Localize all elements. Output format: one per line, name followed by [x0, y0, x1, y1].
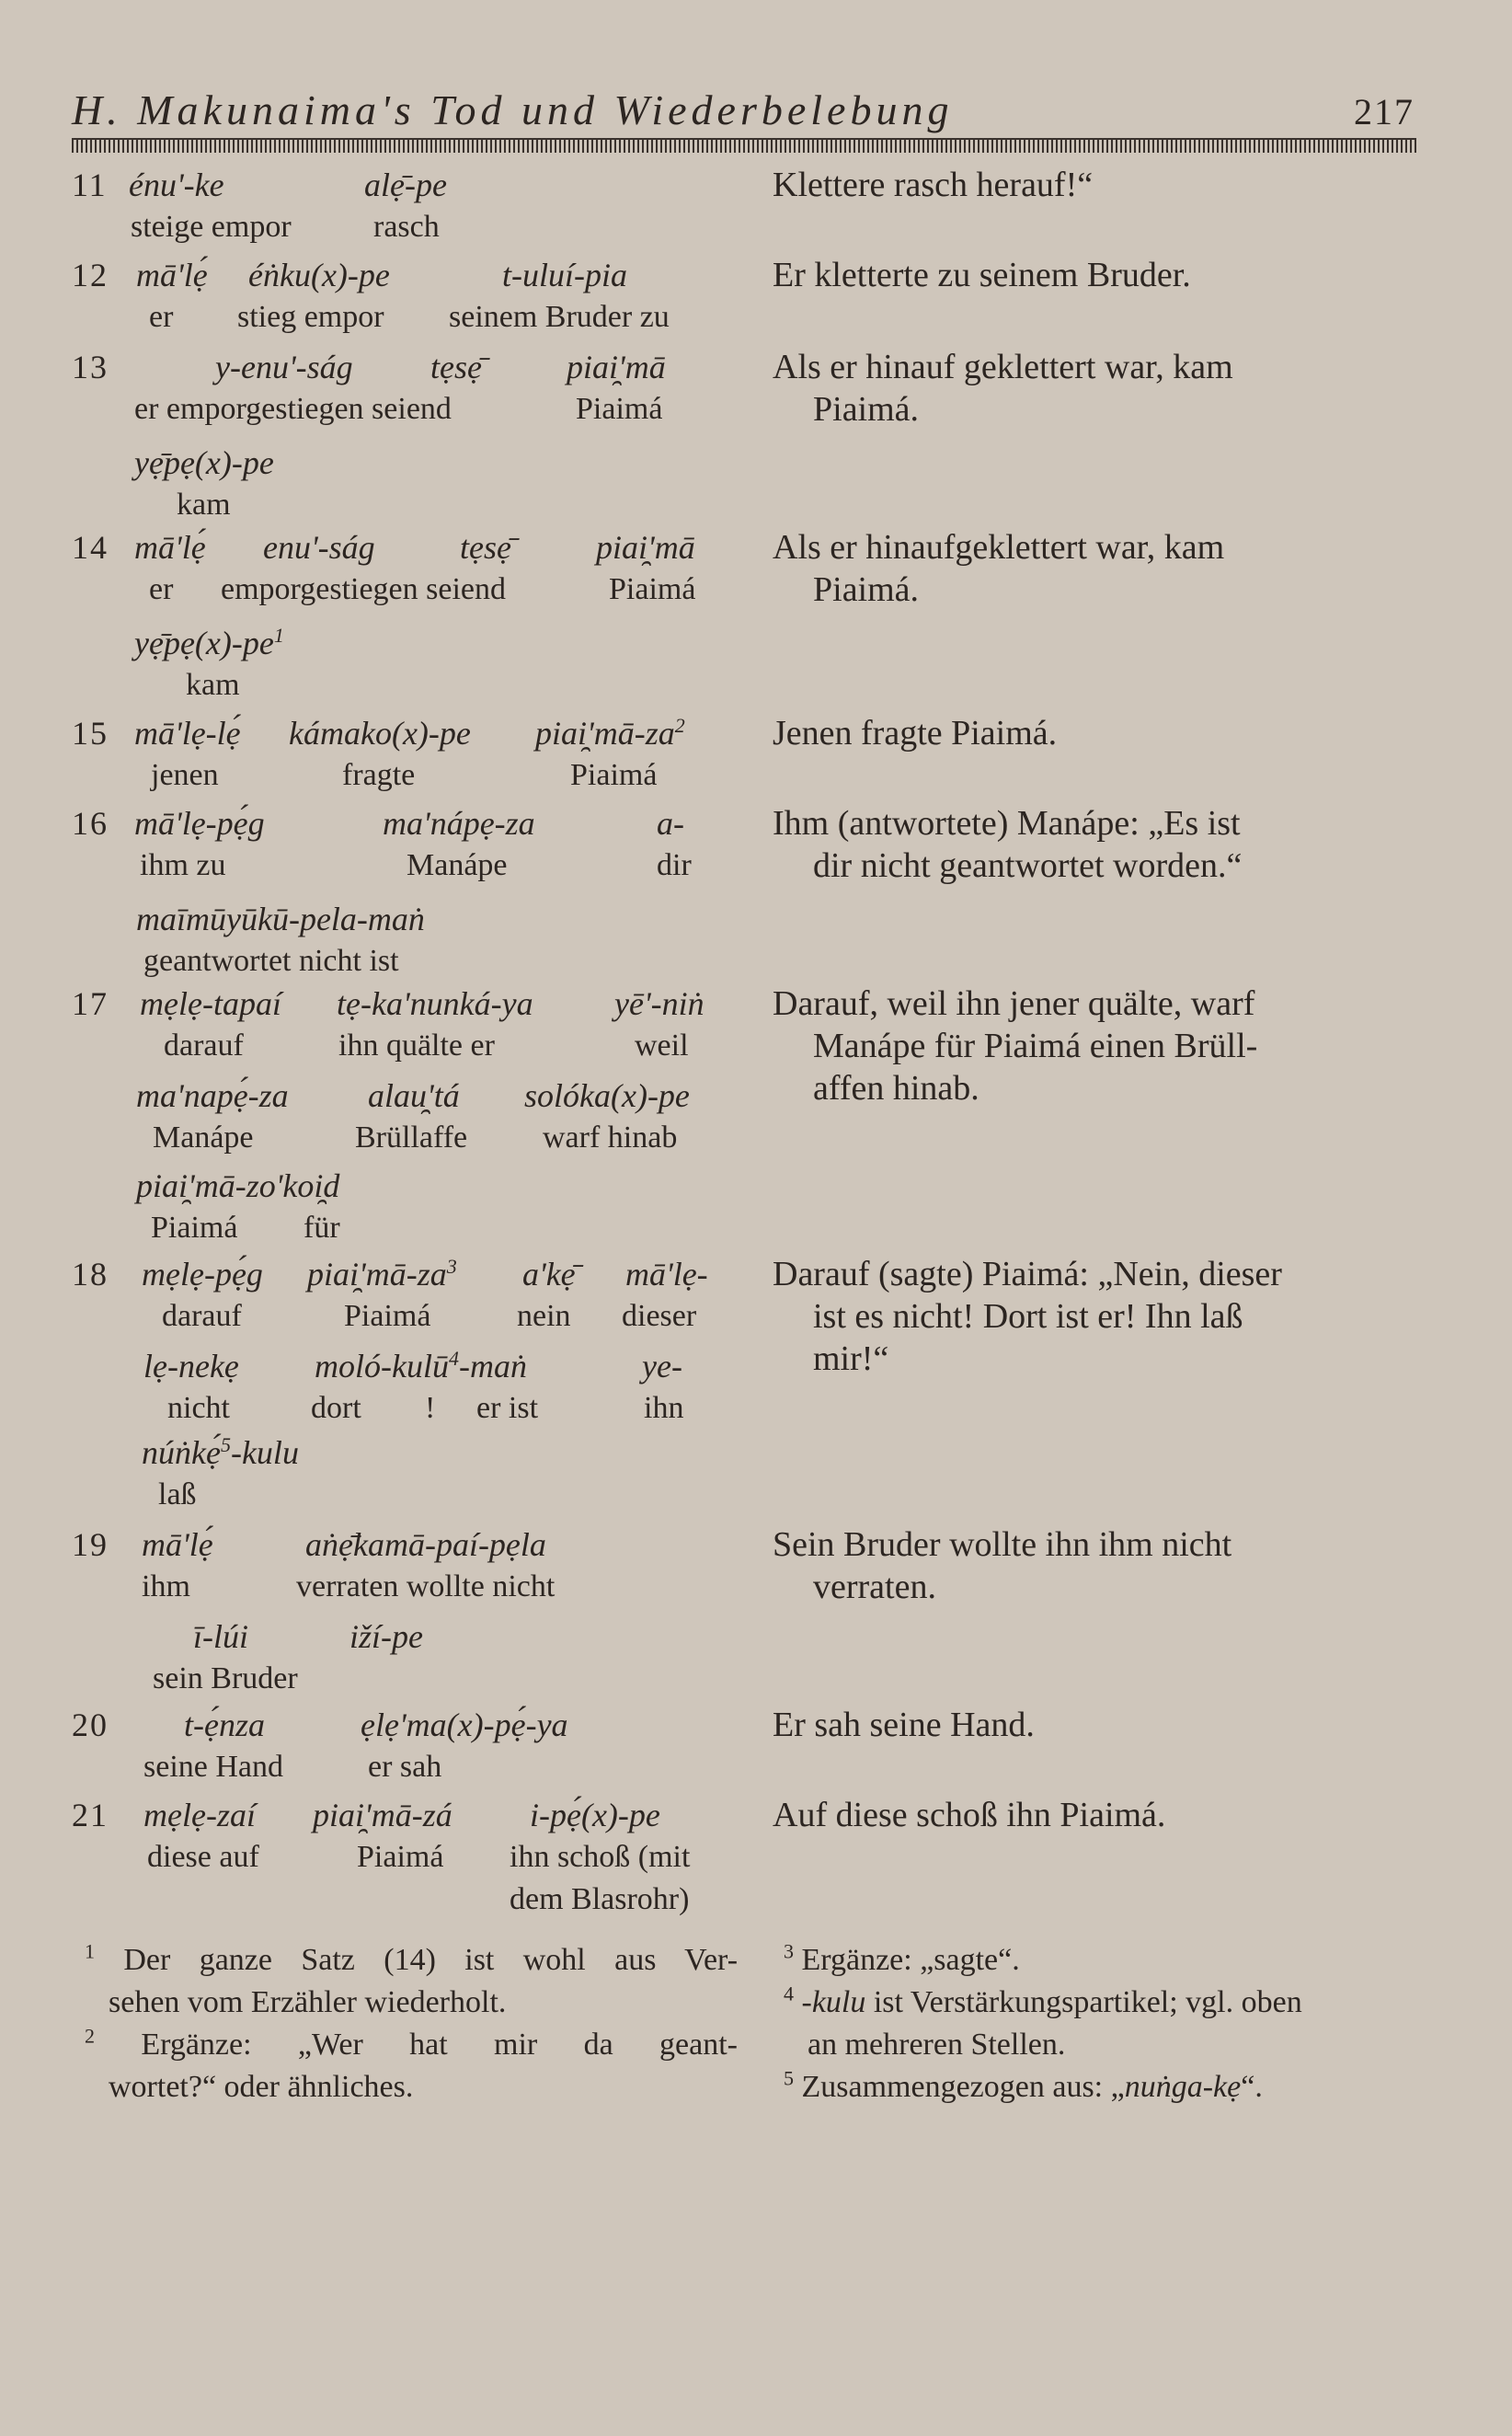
- gloss-word: dieser: [622, 1299, 697, 1333]
- translation: Er sah seine Hand.: [773, 1706, 1035, 1744]
- footnote-1: $^1$ Der ganze Satz (14) ist wohl aus Ver- sehen vom Erzähler wiederholt.: [85, 1939, 739, 2019]
- translation: Auf diese schoß ihn Piaimá.: [773, 1796, 1166, 1834]
- entry-number: 15: [72, 715, 109, 752]
- translation-line: Ihm (antwortete) Manápe: „Es ist: [773, 804, 1241, 843]
- source-word: alẹ̄-pe: [364, 167, 447, 203]
- gloss-word: sein Bruder: [153, 1661, 298, 1695]
- gloss-word: ihn schoß (mit: [510, 1840, 691, 1874]
- gloss-word: seinem Bruder zu: [449, 300, 670, 334]
- page-number: 217: [1354, 91, 1415, 132]
- source-word: a-: [657, 805, 684, 842]
- gloss-word: er sah: [368, 1750, 442, 1784]
- gloss-word: stieg empor: [237, 300, 384, 334]
- translation-line: Piaimá.: [813, 570, 920, 609]
- header-rule: [72, 138, 1416, 153]
- gloss-word: kam: [177, 488, 231, 522]
- source-word: tẹ-ka'nunká-ya: [337, 985, 533, 1022]
- gloss-word: Piaimá: [609, 572, 696, 606]
- gloss-word: Piaimá: [570, 758, 658, 792]
- gloss-word: !: [425, 1391, 436, 1425]
- gloss-word: Manápe: [407, 848, 508, 882]
- footnote-2: $^2$ Ergänze: „Wer hat mir da geant- wortet?“ oder ähnliches.: [85, 2024, 738, 2104]
- gloss-word: nicht: [167, 1391, 230, 1425]
- source-word: tẹsẹ̄: [460, 529, 511, 566]
- gloss-word: Piaimá: [344, 1299, 431, 1333]
- source-word: éṅku(x)-pe: [248, 257, 390, 293]
- entry-number: 12: [72, 257, 109, 293]
- source-word: t-ẹ́nza: [184, 1706, 265, 1743]
- gloss-word: er: [149, 300, 174, 334]
- gloss-word: steige empor: [131, 210, 292, 244]
- translation-line: Piaimá.: [813, 390, 920, 429]
- source-word: piai̯'mā: [596, 529, 695, 566]
- gloss-word: darauf: [162, 1299, 242, 1333]
- gloss-word: dort: [311, 1391, 361, 1425]
- source-word: $piai̯'mā-za^3$: [307, 1255, 457, 1293]
- translation: Er kletterte zu seinem Bruder.: [773, 256, 1191, 294]
- translation-line: Als er hinauf geklettert war, kam: [773, 348, 1233, 386]
- source-word: piai̯'mā: [567, 349, 666, 385]
- translation-line: Sein Bruder wollte ihn ihm nicht: [773, 1525, 1232, 1564]
- gloss-word: Manápe: [153, 1120, 254, 1155]
- gloss-word: dem Blasrohr): [510, 1882, 690, 1916]
- gloss-word: verraten wollte nicht: [296, 1569, 556, 1603]
- entry-number: 21: [72, 1797, 109, 1833]
- source-word: yē'-niṅ: [614, 985, 704, 1022]
- gloss-word: rasch: [373, 210, 440, 244]
- gloss-word: darauf: [164, 1028, 244, 1063]
- gloss-word: laß: [158, 1477, 197, 1511]
- gloss-word: diese auf: [147, 1840, 259, 1874]
- source-word: alau̯'tá: [368, 1077, 460, 1114]
- source-word: solóka(x)-pe: [524, 1077, 690, 1114]
- gloss-word: Piaimá: [576, 392, 663, 426]
- entry-number: 16: [72, 805, 109, 842]
- translation-line: verraten.: [813, 1568, 936, 1606]
- source-word: $yẹ̄pẹ(x)-pe^1$: [134, 624, 284, 661]
- source-word: piai̯'mā-zá: [313, 1797, 452, 1833]
- source-word: mā'lẹ́: [142, 1526, 213, 1563]
- page-header: [72, 81, 1415, 140]
- translation-line: Darauf, weil ihn jener quälte, warf: [773, 984, 1255, 1023]
- translation: [773, 1253, 1416, 1380]
- footnote-ref: 5: [220, 1433, 231, 1456]
- footnote-ref: 2: [674, 714, 685, 737]
- source-word: kámako(x)-pe: [289, 715, 471, 752]
- source-word: ī-lúi: [193, 1618, 248, 1655]
- translation-line: mir!“: [813, 1339, 889, 1378]
- running-title: H. Makunaima's Tod und Wiederbelebung: [72, 86, 954, 133]
- source-word: ma'napẹ́-za: [136, 1077, 289, 1114]
- source-word: mẹlẹ-zaí: [143, 1797, 256, 1833]
- source-word: ye-: [642, 1348, 682, 1385]
- translation: [773, 346, 1416, 431]
- gloss-word: jenen: [151, 758, 219, 792]
- source-word: y-enu'-ság: [215, 349, 353, 385]
- entry-number: 18: [72, 1256, 109, 1293]
- source-word: enu'-ság: [263, 529, 375, 566]
- source-word: mẹlẹ-pẹ́g: [142, 1256, 263, 1293]
- gloss-word: ihn quälte er: [338, 1028, 495, 1063]
- source-word: iží-pe: [349, 1618, 423, 1655]
- gloss-word: geantwortet nicht ist: [143, 944, 399, 978]
- entry-number: 11: [72, 167, 108, 203]
- source-word: lẹ-nekẹ: [143, 1348, 239, 1385]
- gloss-word: Brüllaffe: [355, 1120, 468, 1155]
- footnote-4: $^4$ -kulu ist Verstärkungspartikel; vgl. oben an mehreren Stellen.: [784, 1982, 1302, 2062]
- translation-line: Als er hinaufgeklettert war, kam: [773, 528, 1225, 567]
- gloss-word: er ist: [476, 1391, 539, 1425]
- translation: [773, 802, 1416, 887]
- source-word: mā'lẹ-pẹ́g: [134, 805, 265, 842]
- source-word: a'kẹ̄: [522, 1256, 576, 1293]
- source-word: mā'lẹ́: [134, 529, 206, 566]
- entry-number: 19: [72, 1526, 109, 1563]
- gloss-word: seine Hand: [143, 1750, 284, 1784]
- source-word: núṅkẹ́$^5$-kulu: [142, 1433, 299, 1471]
- source-word: $piai̯'mā-za^2$: [535, 714, 685, 752]
- footnote-3: $^3$ Ergänze: „sagte“.: [784, 1939, 1020, 1977]
- source-word: énu'-ke: [129, 167, 224, 203]
- gloss-word: er: [149, 572, 174, 606]
- translation: [773, 982, 1416, 1109]
- gloss-word: fragte: [342, 758, 416, 792]
- source-word: yẹ̄pẹ(x)-pe: [134, 444, 274, 481]
- entry-number: 13: [72, 349, 109, 385]
- source-word: mā'lẹ-lẹ́: [134, 715, 241, 752]
- gloss-word: weil: [635, 1028, 689, 1063]
- source-word: i-pẹ́(x)-pe: [530, 1797, 660, 1833]
- translation: [773, 1523, 1416, 1608]
- source-word: maīmūyūkū-pela-maṅ: [136, 901, 425, 937]
- translation: [773, 526, 1416, 611]
- source-word: mā'lẹ́: [136, 257, 208, 293]
- translation-line: affen hinab.: [813, 1069, 979, 1108]
- gloss-word: er emporgestiegen seiend: [134, 392, 452, 426]
- source-word: tẹsẹ̄: [430, 349, 482, 385]
- source-word: ẹlẹ'ma(x)-pẹ́-ya: [361, 1706, 568, 1743]
- translation: Jenen fragte Piaimá.: [773, 714, 1058, 753]
- footnote-ref: 1: [273, 624, 284, 647]
- source-word: aṅẹ̄kamā-paí-pẹla: [305, 1526, 546, 1563]
- gloss-word: kam: [186, 668, 240, 702]
- translation-line: Manápe für Piaimá einen Brüll-: [813, 1027, 1258, 1065]
- footnote-5: $^5$ Zusammengezogen aus: „nuṅga-kẹ“.: [784, 2066, 1263, 2104]
- footnote-ref: 4: [448, 1347, 459, 1370]
- gloss-word: ihn: [644, 1391, 684, 1425]
- gloss-word: emporgestiegen seiend: [221, 572, 507, 606]
- translation-line: dir nicht geantwortet worden.“: [813, 846, 1243, 885]
- gloss-word: ihm: [142, 1569, 190, 1603]
- source-word: ma'nápẹ-za: [383, 805, 535, 842]
- gloss-word: Piaimá: [151, 1211, 238, 1245]
- translation-line: ist es nicht! Dort ist er! Ihn laß: [813, 1297, 1243, 1336]
- entry-number: 17: [72, 985, 109, 1022]
- source-word: t-uluí-pia: [502, 257, 627, 293]
- gloss-word: ihm zu: [140, 848, 226, 882]
- gloss-word: für: [304, 1211, 340, 1245]
- gloss-word: Piaimá: [357, 1840, 444, 1874]
- source-word: mẹlẹ-tapaí: [140, 985, 281, 1022]
- footnote-ref: 3: [446, 1255, 457, 1278]
- source-word: moló-kulū$^4$-maṅ: [315, 1347, 527, 1385]
- gloss-word: warf hinab: [543, 1120, 678, 1155]
- entry-number: 14: [72, 529, 109, 566]
- gloss-word: nein: [517, 1299, 571, 1333]
- gloss-word: dir: [657, 848, 692, 882]
- translation: Klettere rasch herauf!“: [773, 166, 1094, 204]
- source-word: mā'lẹ-: [625, 1256, 708, 1293]
- source-word: piai̯'mā-zo'koi̯d: [136, 1167, 340, 1204]
- translation-line: Darauf (sagte) Piaimá: „Nein, dieser: [773, 1255, 1282, 1293]
- entry-number: 20: [72, 1706, 109, 1743]
